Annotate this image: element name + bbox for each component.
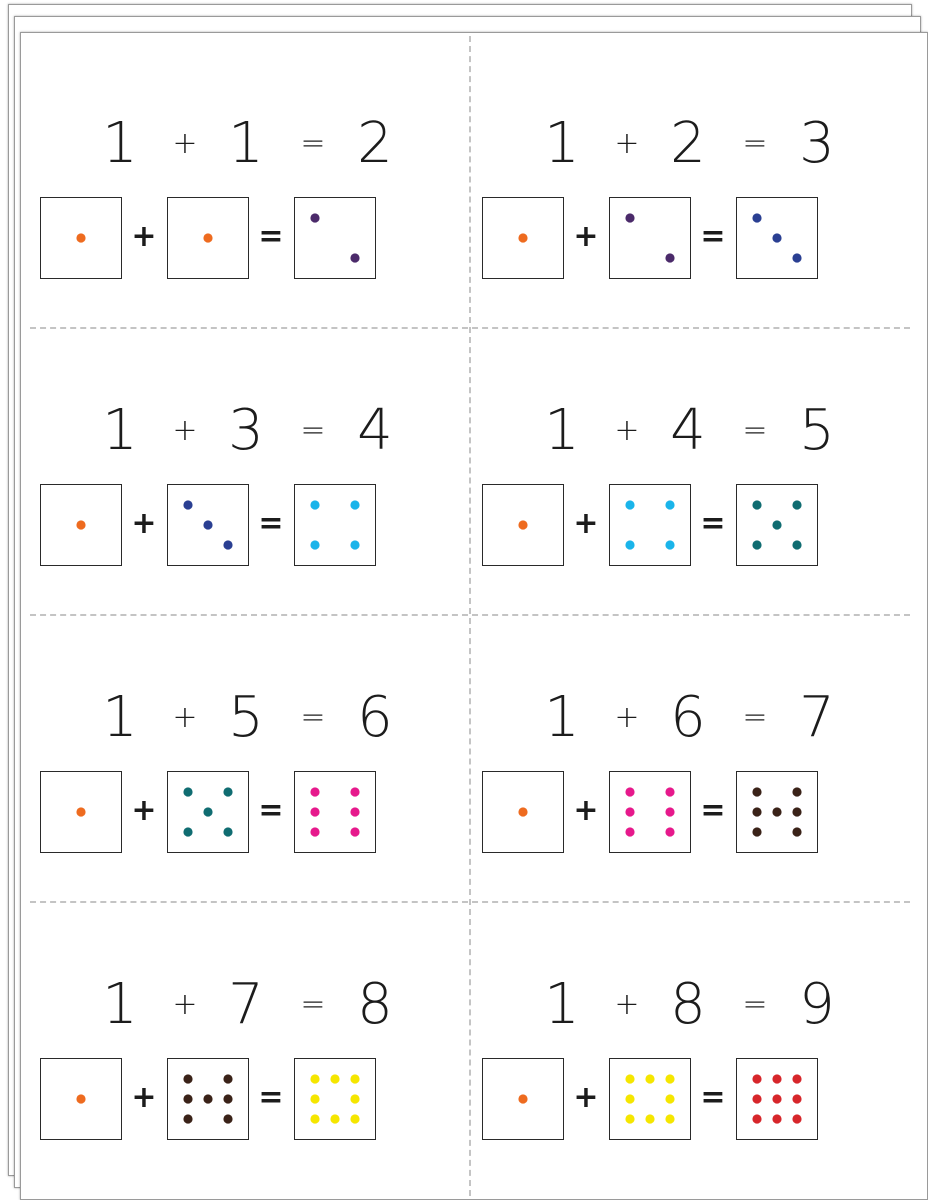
dot xyxy=(183,787,192,796)
dot xyxy=(310,1114,319,1123)
dot-box xyxy=(736,197,818,279)
dot xyxy=(518,520,527,529)
equals-sign: = xyxy=(300,413,326,448)
plus-sign: + xyxy=(614,126,640,161)
dot-box xyxy=(609,484,691,566)
dot xyxy=(752,1114,761,1123)
dot xyxy=(752,213,761,222)
dot xyxy=(350,540,359,549)
dot-box xyxy=(609,197,691,279)
addend-b: 6 xyxy=(670,685,706,750)
addend-a: 1 xyxy=(102,685,138,750)
dot xyxy=(665,500,674,509)
plus-sign: + xyxy=(614,987,640,1022)
dot xyxy=(310,1094,319,1103)
dot xyxy=(183,1074,192,1083)
plus-sign: + xyxy=(573,219,599,254)
equation xyxy=(40,972,440,1037)
addend-b: 5 xyxy=(228,685,264,750)
dot xyxy=(665,827,674,836)
equation xyxy=(40,111,440,176)
equals-sign: = xyxy=(742,126,768,161)
dot xyxy=(772,233,781,242)
sum: 4 xyxy=(357,398,393,463)
addend-a: 1 xyxy=(544,685,580,750)
dot xyxy=(350,1074,359,1083)
dot xyxy=(792,253,801,262)
dot xyxy=(772,520,781,529)
dot xyxy=(76,233,85,242)
dot xyxy=(76,807,85,816)
dot-picture-row xyxy=(482,1058,882,1142)
dot xyxy=(223,540,232,549)
dot-box xyxy=(482,484,564,566)
dot xyxy=(792,1114,801,1123)
dot xyxy=(518,807,527,816)
dot xyxy=(183,500,192,509)
dot xyxy=(772,1074,781,1083)
equation xyxy=(482,398,882,463)
dot xyxy=(223,827,232,836)
equation xyxy=(482,111,882,176)
plus-sign: + xyxy=(573,1080,599,1115)
dot xyxy=(310,213,319,222)
dot xyxy=(183,827,192,836)
dot xyxy=(518,1094,527,1103)
equals-sign: = xyxy=(300,126,326,161)
equation xyxy=(482,972,882,1037)
flash-card xyxy=(482,36,882,322)
plus-sign: + xyxy=(573,793,599,828)
dot xyxy=(645,1074,654,1083)
sum: 8 xyxy=(357,972,393,1037)
plus-sign: + xyxy=(614,700,640,735)
dot-box xyxy=(167,197,249,279)
sum: 5 xyxy=(799,398,835,463)
dot xyxy=(792,787,801,796)
plus-sign: + xyxy=(131,506,157,541)
plus-sign: + xyxy=(614,413,640,448)
dot xyxy=(665,1114,674,1123)
sum: 2 xyxy=(357,111,393,176)
dot-picture-row xyxy=(482,771,882,855)
dot xyxy=(518,233,527,242)
equals-sign: = xyxy=(300,987,326,1022)
equation xyxy=(40,685,440,750)
dot xyxy=(752,540,761,549)
addend-b: 4 xyxy=(670,398,706,463)
addend-b: 7 xyxy=(228,972,264,1037)
dot-picture-row xyxy=(482,197,882,281)
addend-b: 2 xyxy=(670,111,706,176)
dot xyxy=(665,540,674,549)
addend-a: 1 xyxy=(102,111,138,176)
plus-sign: + xyxy=(573,506,599,541)
dot-box xyxy=(167,1058,249,1140)
dot-box xyxy=(482,1058,564,1140)
dot xyxy=(350,253,359,262)
equals-sign: = xyxy=(742,987,768,1022)
flash-card xyxy=(482,610,882,896)
dot xyxy=(752,787,761,796)
dot xyxy=(76,1094,85,1103)
dot xyxy=(310,1074,319,1083)
addend-a: 1 xyxy=(102,398,138,463)
dot xyxy=(223,1114,232,1123)
dot xyxy=(792,1094,801,1103)
dot-box xyxy=(40,484,122,566)
dot-box xyxy=(40,771,122,853)
dot xyxy=(203,1094,212,1103)
dot-picture-row xyxy=(40,197,440,281)
dot xyxy=(752,807,761,816)
plus-sign: + xyxy=(172,126,198,161)
dot xyxy=(350,807,359,816)
equals-sign: = xyxy=(258,506,284,541)
dot xyxy=(310,540,319,549)
dot-box xyxy=(609,771,691,853)
dot-box xyxy=(294,771,376,853)
flash-card xyxy=(40,897,440,1183)
dot xyxy=(350,1114,359,1123)
equals-sign: = xyxy=(300,700,326,735)
dot-box xyxy=(167,771,249,853)
addend-b: 1 xyxy=(228,111,264,176)
dot xyxy=(665,1074,674,1083)
addend-a: 1 xyxy=(544,972,580,1037)
dot xyxy=(665,1094,674,1103)
dot xyxy=(310,807,319,816)
dot xyxy=(223,1074,232,1083)
equals-sign: = xyxy=(258,793,284,828)
equals-sign: = xyxy=(258,1080,284,1115)
dot xyxy=(350,827,359,836)
dot-box xyxy=(40,1058,122,1140)
dot xyxy=(330,1074,339,1083)
plus-sign: + xyxy=(131,219,157,254)
dot-box xyxy=(294,1058,376,1140)
dot xyxy=(350,787,359,796)
dot xyxy=(792,827,801,836)
sum: 6 xyxy=(357,685,393,750)
dot-picture-row xyxy=(40,771,440,855)
dot-box xyxy=(736,771,818,853)
dot xyxy=(792,807,801,816)
dot xyxy=(772,1114,781,1123)
sum: 9 xyxy=(799,972,835,1037)
dot xyxy=(76,520,85,529)
dot-box xyxy=(294,197,376,279)
sum: 7 xyxy=(799,685,835,750)
dot xyxy=(792,540,801,549)
dot xyxy=(203,807,212,816)
dot xyxy=(665,807,674,816)
addend-a: 1 xyxy=(544,111,580,176)
flash-card xyxy=(40,610,440,896)
flash-card xyxy=(40,36,440,322)
dot xyxy=(183,1094,192,1103)
equals-sign: = xyxy=(700,219,726,254)
dot xyxy=(330,1114,339,1123)
dot xyxy=(772,807,781,816)
equals-sign: = xyxy=(258,219,284,254)
dot xyxy=(645,1114,654,1123)
dot xyxy=(625,787,634,796)
dot xyxy=(625,827,634,836)
equals-sign: = xyxy=(742,700,768,735)
dot xyxy=(625,500,634,509)
dot xyxy=(350,1094,359,1103)
equals-sign: = xyxy=(742,413,768,448)
addend-a: 1 xyxy=(102,972,138,1037)
equation xyxy=(482,685,882,750)
plus-sign: + xyxy=(172,987,198,1022)
dot xyxy=(625,1094,634,1103)
dot xyxy=(625,1114,634,1123)
addend-b: 8 xyxy=(670,972,706,1037)
dot xyxy=(752,1074,761,1083)
dot-box xyxy=(167,484,249,566)
dot-picture-row xyxy=(482,484,882,568)
addend-b: 3 xyxy=(228,398,264,463)
dot-box xyxy=(609,1058,691,1140)
dot xyxy=(223,787,232,796)
plus-sign: + xyxy=(172,700,198,735)
dot xyxy=(625,1074,634,1083)
plus-sign: + xyxy=(131,793,157,828)
equation xyxy=(40,398,440,463)
dot-box xyxy=(482,771,564,853)
addend-a: 1 xyxy=(544,398,580,463)
dot xyxy=(625,807,634,816)
dot-picture-row xyxy=(40,1058,440,1142)
plus-sign: + xyxy=(131,1080,157,1115)
dot xyxy=(772,1094,781,1103)
dot-picture-row xyxy=(40,484,440,568)
dot xyxy=(752,500,761,509)
dot xyxy=(310,500,319,509)
dot xyxy=(203,520,212,529)
dot xyxy=(665,787,674,796)
dot xyxy=(792,1074,801,1083)
dot xyxy=(625,540,634,549)
dot xyxy=(350,500,359,509)
dot xyxy=(310,827,319,836)
dot xyxy=(792,500,801,509)
dot xyxy=(665,253,674,262)
dot xyxy=(203,233,212,242)
sum: 3 xyxy=(799,111,835,176)
dot-box xyxy=(736,484,818,566)
plus-sign: + xyxy=(172,413,198,448)
dot-box xyxy=(736,1058,818,1140)
dot xyxy=(310,787,319,796)
flash-card xyxy=(40,323,440,609)
flash-card xyxy=(482,323,882,609)
equals-sign: = xyxy=(700,506,726,541)
dot-box xyxy=(294,484,376,566)
vertical-cut-line xyxy=(469,36,471,1196)
flash-card xyxy=(482,897,882,1183)
dot-box xyxy=(40,197,122,279)
dot xyxy=(752,827,761,836)
equals-sign: = xyxy=(700,1080,726,1115)
dot-box xyxy=(482,197,564,279)
dot xyxy=(183,1114,192,1123)
dot xyxy=(625,213,634,222)
dot xyxy=(752,1094,761,1103)
equals-sign: = xyxy=(700,793,726,828)
dot xyxy=(223,1094,232,1103)
